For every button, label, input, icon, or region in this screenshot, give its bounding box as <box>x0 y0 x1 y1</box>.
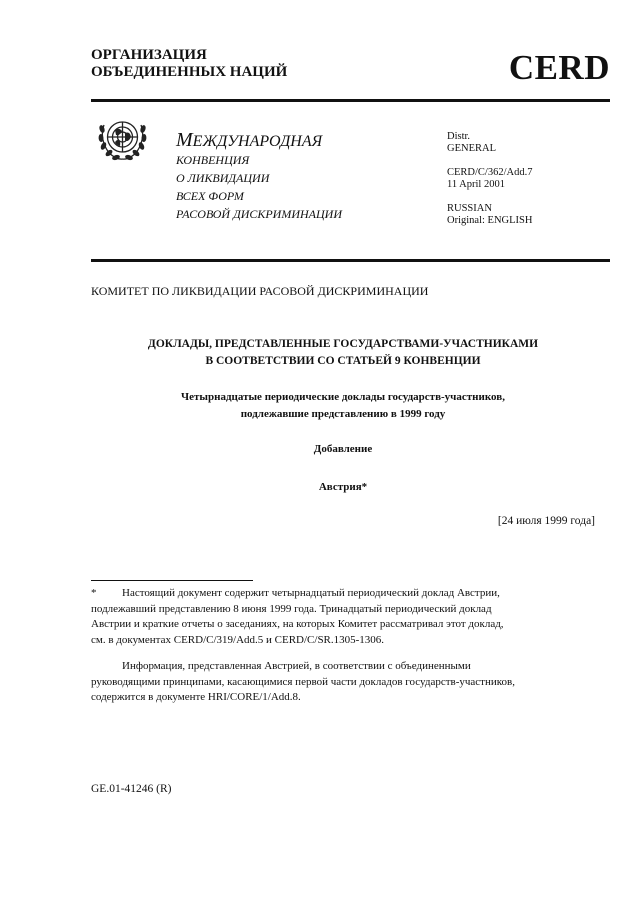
footnote-line <box>91 586 606 602</box>
doc-language: RUSSIAN <box>447 203 492 214</box>
convention-initial: М <box>176 129 193 151</box>
report-date: [24 июля 1999 года] <box>497 515 595 527</box>
subtitle <box>91 389 595 423</box>
top-divider <box>91 99 610 102</box>
distr-label: Distr. <box>447 131 471 142</box>
main-title-line-1: ДОКЛАДЫ, ПРЕДСТАВЛЕННЫЕ ГОСУДАРСТВАМИ-УЧАСТНИКАМИ <box>147 338 539 350</box>
footnote-text: Настоящий документ содержит четырнадцатый периодический доклад Австрии, <box>122 587 500 599</box>
convention-line-1 <box>176 131 342 151</box>
subtitle-line-1: Четырнадцатые периодические доклады государств-участников, <box>181 391 505 403</box>
main-title <box>91 336 595 370</box>
convention-line-3: О ЛИКВИДАЦИИ <box>176 171 270 185</box>
footnote-paragraph-2 <box>91 659 606 706</box>
footnote-line: Австрии и краткие отчеты о заседаниях, на которых Комитет рассматривал этот доклад, <box>91 618 504 630</box>
distr-value: GENERAL <box>447 143 496 154</box>
footnote-line: см. в документах CERD/C/319/Add.5 и CERD/C/SR.1305-1306. <box>91 633 385 646</box>
convention-line-5: РАСОВОЙ ДИСКРИМИНАЦИИ <box>176 207 343 221</box>
header-bottom-divider <box>91 259 610 262</box>
doc-original: Original: ENGLISH <box>447 215 533 226</box>
convention-line-2: КОНВЕНЦИЯ <box>176 153 250 167</box>
document-metadata <box>447 131 532 227</box>
footnote-line: подлежавший представлению 8 июня 1999 года. Тринадцатый периодический доклад <box>91 602 492 615</box>
doc-symbol: CERD/C/362/Add.7 <box>447 167 533 178</box>
footnote-marker: * <box>91 587 97 599</box>
footnote-text: Информация, представленная Австрией, в соответствии с объединенными <box>122 660 471 672</box>
addendum-heading: Добавление <box>313 443 373 455</box>
organization-name <box>91 47 287 81</box>
job-number: GE.01-41246 (R) <box>91 783 172 795</box>
committee-name: КОМИТЕТ ПО ЛИКВИДАЦИИ РАСОВОЙ ДИСКРИМИНАЦИИ <box>91 284 429 298</box>
org-line-2: ОБЪЕДИНЕННЫХ НАЦИЙ <box>91 64 288 80</box>
country-heading: Австрия* <box>318 481 368 493</box>
convention-line-1-rest: ЕЖДУНАРОДНАЯ <box>192 133 323 150</box>
org-line-1: ОРГАНИЗАЦИЯ <box>91 47 207 63</box>
doc-date: 11 April 2001 <box>447 179 505 190</box>
footnote-line: руководящими принципами, касающимися первой части докладов государств-участников, <box>91 675 515 688</box>
footnote-paragraph-1 <box>91 586 606 648</box>
convention-title <box>176 131 342 223</box>
footnote-line <box>91 659 606 675</box>
footnote-line: содержится в документе HRI/CORE/1/Add.8. <box>91 691 301 703</box>
main-title-line-2: В СООТВЕТСТВИИ СО СТАТЬЕЙ 9 КОНВЕНЦИИ <box>205 355 481 367</box>
convention-line-4: ВСЕХ ФОРМ <box>176 189 244 203</box>
subtitle-line-2: подлежавшие представлению в 1999 году <box>240 408 446 420</box>
footnote-divider <box>91 580 253 581</box>
document-symbol-heading: CERD <box>508 48 610 87</box>
un-emblem-icon <box>95 113 150 165</box>
